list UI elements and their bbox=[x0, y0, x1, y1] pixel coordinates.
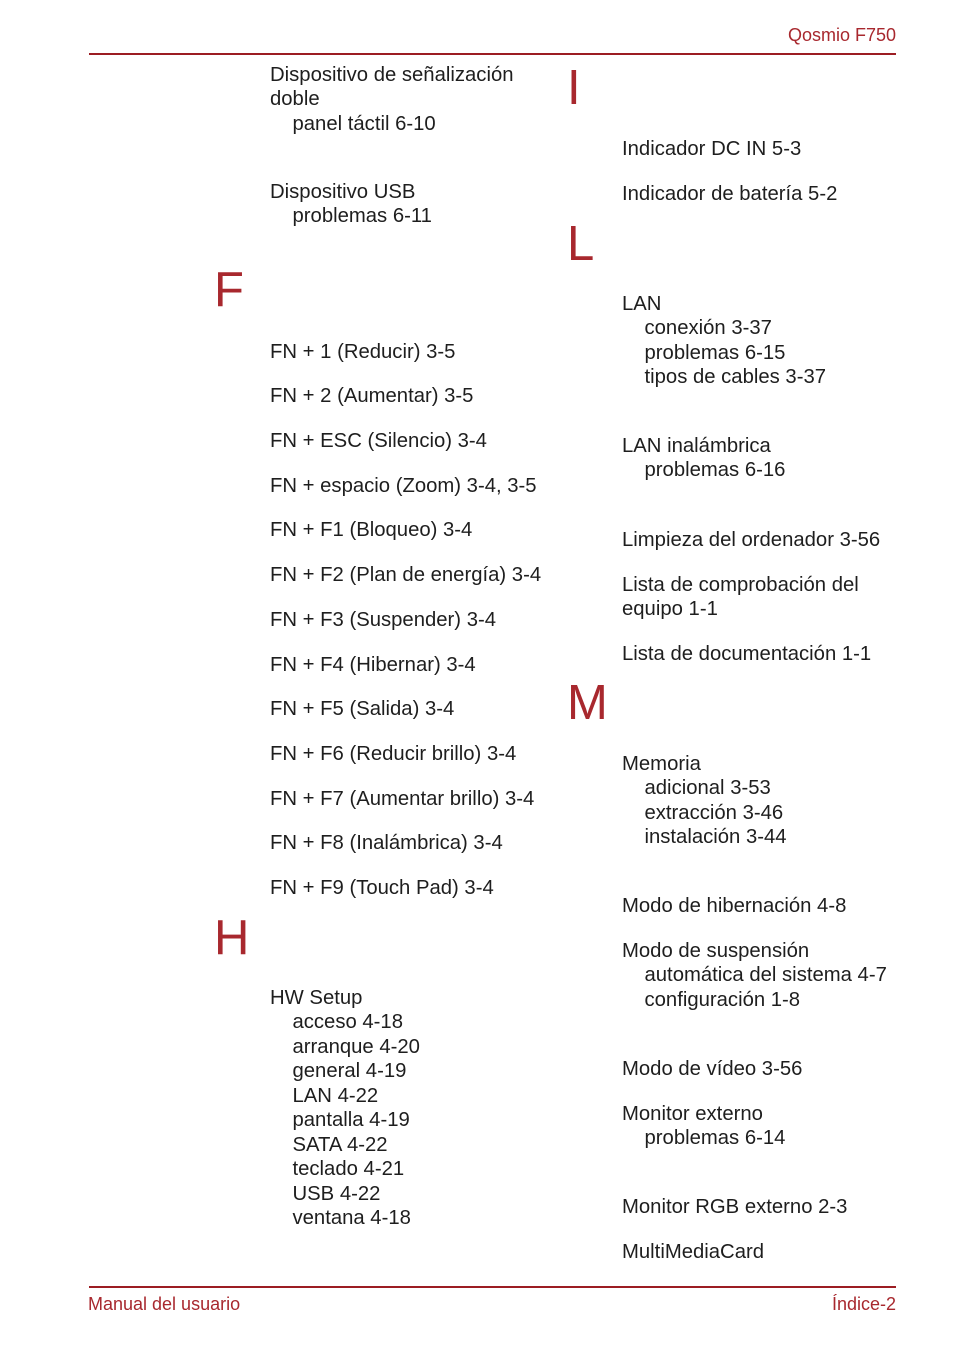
index-entry bbox=[622, 939, 895, 1013]
index-term: FN + F1 (Bloqueo) 3-4 bbox=[270, 518, 473, 541]
index-entry bbox=[622, 1240, 895, 1265]
index-subentry: acceso 4-18 bbox=[292, 1011, 403, 1033]
index-subentry: USB 4-22 bbox=[292, 1182, 381, 1205]
index-subentry: SATA 4-22 bbox=[292, 1133, 388, 1156]
index-column-right bbox=[567, 0, 895, 1345]
index-term: FN + espacio (Zoom) 3-4, 3-5 bbox=[270, 474, 537, 497]
index-subentry: LAN 4-22 bbox=[292, 1084, 379, 1107]
index-term: Modo de hibernación 4-8 bbox=[622, 894, 847, 917]
index-entry bbox=[622, 182, 895, 207]
index-entry bbox=[270, 697, 555, 722]
index-term: Lista de documentación 1-1 bbox=[622, 642, 872, 665]
section-letter-i: I bbox=[567, 61, 581, 115]
index-term: Indicador DC IN 5-3 bbox=[622, 137, 802, 160]
index-term: LAN bbox=[622, 292, 662, 315]
index-entry bbox=[622, 573, 895, 622]
index-subentry: adicional 3-53 bbox=[644, 777, 771, 799]
footer-page-number: Índice-2 bbox=[831, 1294, 896, 1314]
index-subentry: instalación 3-44 bbox=[644, 826, 787, 848]
index-entry bbox=[622, 752, 895, 850]
index-entry bbox=[622, 292, 895, 390]
index-subentry: panel táctil 6-10 bbox=[292, 112, 436, 135]
index-subentry: extracción 3-46 bbox=[644, 801, 784, 824]
index-subentry: problemas 6-11 bbox=[292, 205, 432, 227]
index-term: Monitor externo bbox=[622, 1102, 763, 1125]
index-term: FN + F9 (Touch Pad) 3-4 bbox=[270, 876, 494, 899]
index-entry bbox=[622, 1102, 895, 1151]
index-term: Monitor RGB externo 2-3 bbox=[622, 1195, 848, 1218]
index-subentry: ventana 4-18 bbox=[292, 1207, 411, 1229]
index-term: MultiMediaCard bbox=[622, 1240, 765, 1263]
index-subentry: pantalla 4-19 bbox=[292, 1109, 410, 1131]
index-term: FN + F6 (Reducir brillo) 3-4 bbox=[270, 742, 517, 765]
index-term: Indicador de batería 5-2 bbox=[622, 182, 838, 205]
footer-manual-title: Manual del usuario bbox=[88, 1294, 241, 1314]
index-term: FN + F8 (Inalámbrica) 3-4 bbox=[270, 831, 503, 854]
index-entry bbox=[622, 137, 895, 162]
index-entry bbox=[270, 384, 555, 409]
index-term: Limpieza del ordenador 3-56 bbox=[622, 528, 881, 551]
index-term: FN + 2 (Aumentar) 3-5 bbox=[270, 384, 474, 407]
index-entry bbox=[622, 528, 895, 553]
index-term: Memoria bbox=[622, 752, 701, 775]
index-entry bbox=[622, 434, 895, 483]
index-subentry: problemas 6-15 bbox=[644, 341, 786, 364]
index-entry bbox=[270, 474, 555, 499]
index-entry bbox=[622, 1195, 895, 1220]
index-entry bbox=[270, 653, 555, 678]
running-header-title: Qosmio F750 bbox=[787, 25, 896, 45]
section-letter-f: F bbox=[214, 263, 244, 317]
index-column-left bbox=[214, 0, 555, 1345]
index-term: Modo de vídeo 3-56 bbox=[622, 1057, 803, 1080]
index-entry bbox=[622, 894, 895, 919]
index-term: Dispositivo USB bbox=[270, 180, 416, 203]
index-entry bbox=[270, 608, 555, 633]
index-entry bbox=[622, 1057, 895, 1082]
index-subentry: general 4-19 bbox=[292, 1060, 407, 1082]
section-letter-m: M bbox=[567, 676, 608, 730]
index-subentry: configuración 1-8 bbox=[644, 988, 801, 1011]
index-subentry: problemas 6-14 bbox=[644, 1127, 786, 1149]
index-subentry: automática del sistema 4-7 bbox=[644, 964, 887, 986]
index-term: FN + F4 (Hibernar) 3-4 bbox=[270, 653, 476, 676]
index-subentry: tipos de cables 3-37 bbox=[644, 366, 827, 388]
index-subentry: arranque 4-20 bbox=[292, 1035, 420, 1058]
index-term: FN + ESC (Silencio) 3-4 bbox=[270, 429, 487, 452]
index-entry bbox=[270, 986, 555, 1231]
index-entry bbox=[270, 563, 555, 588]
index-entry bbox=[270, 180, 555, 229]
index-term: Lista de comprobación del equipo 1-1 bbox=[622, 573, 859, 620]
index-term: FN + F2 (Plan de energía) 3-4 bbox=[270, 563, 542, 586]
index-term: FN + F3 (Suspender) 3-4 bbox=[270, 608, 497, 631]
index-term: FN + 1 (Reducir) 3-5 bbox=[270, 340, 456, 363]
index-subentry: teclado 4-21 bbox=[292, 1158, 405, 1180]
index-subentry: conexión 3-37 bbox=[644, 317, 772, 339]
index-entry bbox=[270, 876, 555, 901]
index-entry bbox=[270, 340, 555, 365]
index-term: FN + F5 (Salida) 3-4 bbox=[270, 697, 455, 720]
footer-rule bbox=[89, 1286, 896, 1288]
index-entry bbox=[270, 742, 555, 767]
index-term: Dispositivo de señalización doble bbox=[270, 63, 514, 110]
index-entry bbox=[270, 787, 555, 812]
index-entry bbox=[622, 642, 895, 667]
index-entry bbox=[270, 518, 555, 543]
section-letter-l: L bbox=[567, 217, 595, 271]
index-entry bbox=[270, 63, 555, 137]
index-entry bbox=[270, 831, 555, 856]
index-term: Modo de suspensión bbox=[622, 939, 810, 962]
index-term: HW Setup bbox=[270, 986, 363, 1009]
section-letter-h: H bbox=[214, 911, 250, 965]
index-entry bbox=[270, 429, 555, 454]
index-term: LAN inalámbrica bbox=[622, 434, 771, 457]
index-term: FN + F7 (Aumentar brillo) 3-4 bbox=[270, 787, 535, 810]
index-subentry: problemas 6-16 bbox=[644, 459, 786, 481]
